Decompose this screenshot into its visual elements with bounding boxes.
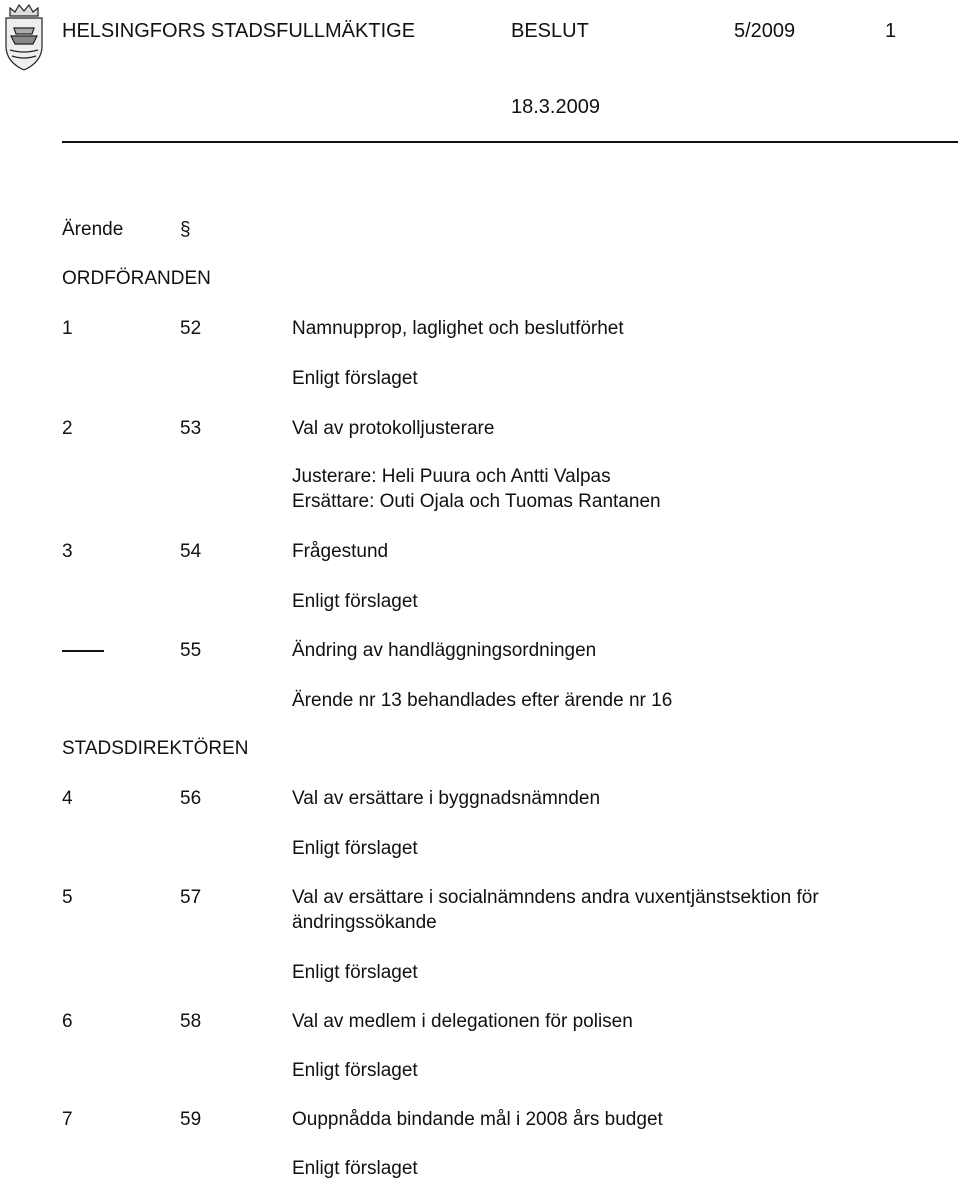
organization-name: HELSINGFORS STADSFULLMÄKTIGE [62, 20, 416, 42]
item-number: 6 [62, 1011, 73, 1032]
item-decision: Enligt förslaget [292, 591, 418, 612]
item-title: Val av protokolljusterare [292, 418, 495, 439]
arende-heading: Ärende [62, 219, 124, 240]
paragraph-number: 57 [180, 887, 202, 908]
paragraph-symbol: § [180, 219, 191, 240]
item-title: Val av ersättare i byggnadsnämnden [292, 788, 601, 809]
item-number: 3 [62, 541, 73, 562]
item-decision: Enligt förslaget [292, 1060, 418, 1081]
meeting-date: 18.3.2009 [511, 96, 600, 118]
paragraph-number: 55 [180, 640, 202, 661]
item-number: 5 [62, 887, 73, 908]
item-title: Frågestund [292, 541, 389, 562]
section-title: STADSDIREKTÖREN [62, 738, 249, 759]
item-title: Ouppnådda bindande mål i 2008 års budget [292, 1109, 663, 1130]
item-title: Val av ersättare i socialnämndens andra vuxentjänstsektion för [292, 887, 819, 908]
paragraph-number: 58 [180, 1011, 202, 1032]
item-number: 4 [62, 788, 73, 809]
item-decision: Enligt förslaget [292, 368, 418, 389]
item-decision: Ärende nr 13 behandlades efter ärende nr 16 [292, 690, 673, 711]
item-title: Namnupprop, laglighet och beslutförhet [292, 318, 624, 339]
header-rule [62, 141, 958, 143]
item-decision: Enligt förslaget [292, 962, 418, 983]
item-decision: Enligt förslaget [292, 838, 418, 859]
item-title: Val av medlem i delegationen för polisen [292, 1011, 633, 1032]
item-decision: Ersättare: Outi Ojala och Tuomas Rantanen [292, 491, 661, 512]
paragraph-number: 53 [180, 418, 202, 439]
item-title: Ändring av handläggningsordningen [292, 640, 597, 661]
paragraph-number: 52 [180, 318, 202, 339]
document-type: BESLUT [511, 20, 589, 42]
no-number-dash [62, 650, 104, 652]
section-title: ORDFÖRANDEN [62, 268, 211, 289]
item-decision: Enligt förslaget [292, 1158, 418, 1179]
item-decision: Justerare: Heli Puura och Antti Valpas [292, 466, 611, 487]
item-number: 2 [62, 418, 73, 439]
item-title-continued: ändringssökande [292, 912, 437, 933]
decision-number: 5/2009 [734, 20, 796, 42]
item-number: 1 [62, 318, 73, 339]
helsinki-coat-of-arms-logo [2, 2, 46, 74]
paragraph-number: 56 [180, 788, 202, 809]
page-number: 1 [885, 20, 897, 42]
item-number: 7 [62, 1109, 73, 1130]
paragraph-number: 54 [180, 541, 202, 562]
paragraph-number: 59 [180, 1109, 202, 1130]
